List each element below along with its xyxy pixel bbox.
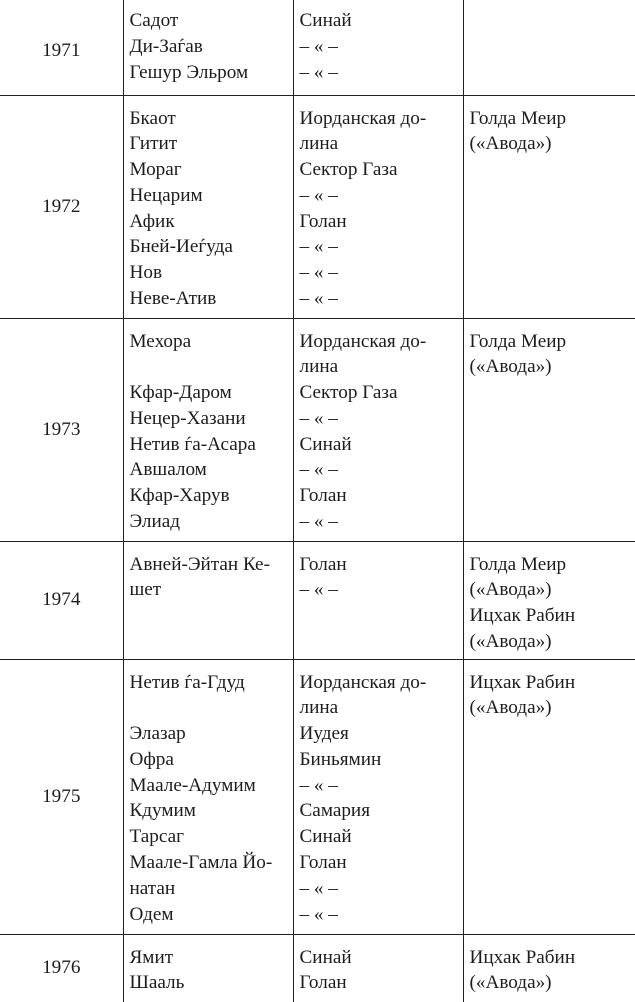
year-cell (0, 541, 123, 659)
region-name: лина (299, 133, 339, 155)
region-name: – « – (299, 184, 338, 206)
region-name: – « – (299, 459, 338, 481)
settlement-name (130, 695, 287, 721)
region-name: – « – (299, 579, 338, 601)
settlement-name: Тарсаг (129, 826, 184, 848)
regions-cell (293, 95, 463, 318)
settlement-name: Авней-Эйтан Ке- (129, 553, 270, 575)
settlement-name: Авшалом (129, 459, 207, 481)
prime-minister-cell (463, 318, 635, 541)
year-text: 1972 (42, 195, 81, 217)
settlement-name: натан (129, 877, 176, 899)
prime-minister-name: Голда Меир (469, 553, 567, 575)
prime-minister-name: Ицхак Рабин (469, 671, 576, 693)
region-name: Синай (299, 826, 352, 848)
region-name: Самария (299, 800, 371, 822)
year-text: 1975 (42, 785, 81, 807)
settlement-name: Кфар-Даром (129, 382, 232, 404)
regions-cell (293, 318, 463, 541)
settlement-name: Нецарим (129, 184, 203, 206)
region-name: лина (299, 697, 339, 719)
prime-minister-party: («Авода») (469, 972, 552, 994)
region-name: Синай (299, 433, 352, 455)
settlement-name: Ямит (129, 946, 174, 968)
region-name: Голан (299, 972, 347, 994)
region-name: – « – (299, 61, 338, 83)
table-row (0, 541, 635, 659)
settlements-cell (123, 934, 293, 1002)
settlements-cell (123, 318, 293, 541)
regions-cell (293, 541, 463, 659)
region-name: Сектор Газа (299, 159, 398, 181)
region-name: Иорданская до- (299, 107, 427, 129)
prime-minister-cell (463, 0, 635, 95)
year-cell (0, 659, 123, 934)
prime-minister-cell (463, 934, 635, 1002)
settlement-name: Садот (129, 10, 179, 31)
year-cell (0, 934, 123, 1002)
settlement-name: Элазар (129, 723, 186, 745)
settlements-cell (123, 95, 293, 318)
settlement-name: Кдумим (129, 800, 196, 822)
region-name: Сектор Газа (299, 382, 398, 404)
region-name: – « – (299, 262, 338, 284)
settlement-name: шет (129, 579, 162, 601)
prime-minister-party: («Авода») (469, 356, 552, 378)
settlement-name: Гитит (129, 133, 178, 155)
region-name: Голан (299, 852, 347, 874)
table-row (0, 659, 635, 934)
settlements-cell (123, 541, 293, 659)
table-row (0, 95, 635, 318)
prime-minister-cell (463, 541, 635, 659)
settlement-name: Неве-Атив (129, 288, 217, 310)
prime-minister-party: («Авода») (469, 133, 552, 155)
region-name: Иорданская до- (299, 330, 427, 352)
region-name: Иорданская до- (299, 671, 427, 693)
region-name: – « – (299, 774, 338, 796)
settlement-name: Одем (129, 903, 174, 925)
region-name: Синай (299, 10, 352, 31)
region-name: Голан (299, 210, 347, 232)
region-name: – « – (299, 288, 338, 310)
settlement-name: Нов (129, 262, 163, 284)
table-row (0, 318, 635, 541)
prime-minister-party: («Авода») (469, 579, 552, 601)
prime-minister-name: Голда Меир (469, 107, 567, 129)
region-name: лина (299, 356, 339, 378)
settlement-name: Маале-Адумим (129, 774, 256, 796)
settlement-name (130, 354, 287, 380)
region-name: Синай (299, 946, 352, 968)
region-name: Голан (299, 485, 347, 507)
settlements-cell (123, 0, 293, 95)
region-name: – « – (299, 407, 338, 429)
year-cell (0, 95, 123, 318)
prime-minister-name: Голда Меир (469, 330, 567, 352)
table-row (0, 934, 635, 1002)
year-text: 1976 (42, 957, 81, 979)
year-cell (0, 0, 123, 95)
settlement-name: Шааль (129, 972, 185, 994)
settlement-name: Мораг (129, 159, 182, 181)
prime-minister-name: Ицхак Рабин (469, 946, 576, 968)
prime-minister-name: Ицхак Рабин (469, 605, 576, 627)
region-name: – « – (299, 903, 338, 925)
region-name: Биньямин (299, 748, 382, 770)
settlement-name: Нетив ѓа-Гдуд (129, 671, 245, 693)
region-name: – « – (299, 511, 338, 533)
region-name: – « – (299, 877, 338, 899)
region-name: Иудея (299, 723, 349, 745)
settlement-name: Гешур Эльром (129, 61, 249, 83)
regions-cell (293, 0, 463, 95)
settlement-name: Нецер-Хазани (129, 407, 246, 429)
year-cell (0, 318, 123, 541)
settlement-name: Нетив ѓа-Асара (129, 433, 256, 455)
settlement-name: Мехора (129, 330, 192, 352)
prime-minister-cell (463, 659, 635, 934)
prime-minister-party: («Авода») (469, 630, 552, 652)
settlement-name: Бней-Иеѓуда (129, 236, 233, 258)
region-name: – « – (299, 35, 338, 57)
regions-cell (293, 659, 463, 934)
region-name: – « – (299, 236, 338, 258)
prime-minister-cell (463, 95, 635, 318)
settlement-name: Маале-Гамла Йо- (129, 852, 273, 874)
year-text: 1973 (42, 418, 81, 440)
settlement-name: Афик (129, 210, 175, 232)
year-text: 1974 (42, 589, 81, 611)
settlement-name: Кфар-Харув (129, 485, 230, 507)
settlement-name: Бкаот (129, 107, 176, 129)
year-text: 1971 (42, 40, 81, 62)
settlements-cell (123, 659, 293, 934)
settlement-name: Элиад (129, 511, 181, 533)
settlement-name: Ди-Заѓав (129, 35, 203, 57)
settlement-name: Офра (129, 748, 174, 770)
table-row (0, 0, 635, 95)
region-name: Голан (299, 553, 347, 575)
prime-minister-party: («Авода») (469, 697, 552, 719)
regions-cell (293, 934, 463, 1002)
